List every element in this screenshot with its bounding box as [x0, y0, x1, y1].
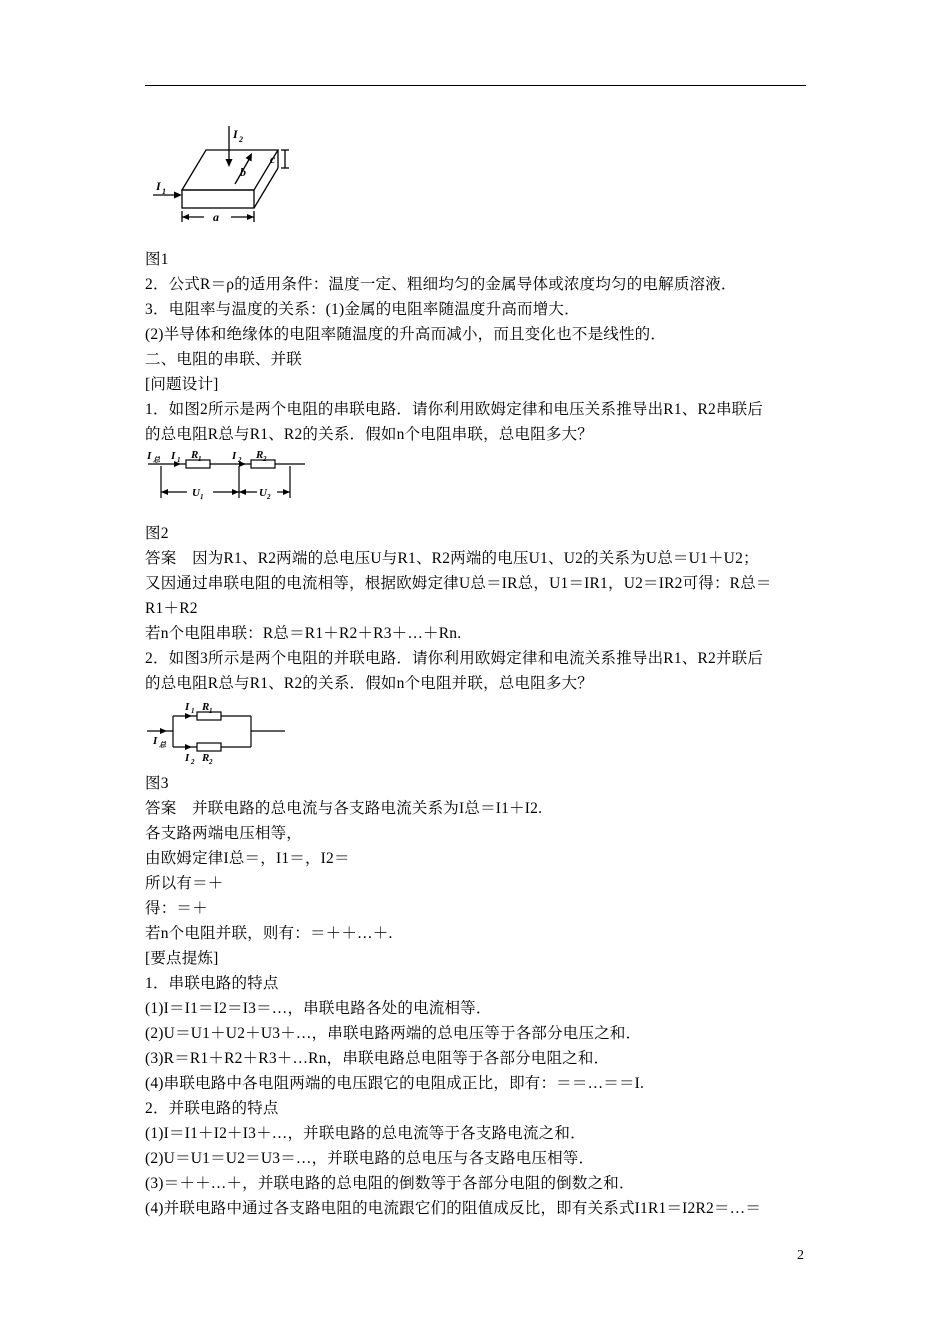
- fig1-label-i1-sub: 1: [162, 187, 166, 196]
- text-line: (1)I＝I1＝I2＝I3＝…，串联电路各处的电流相等．: [145, 1000, 492, 1017]
- text-line: 2．并联电路的特点: [145, 1100, 279, 1117]
- fig3-label-i-total: I: [153, 735, 158, 747]
- text-line: 又因通过串联电阻的电流相等，根据欧姆定律U总＝IR总，U1＝IR1，U2＝IR2可得：R总＝: [145, 575, 772, 592]
- fig2-label-i1: I: [171, 450, 176, 462]
- fig2-label-u2-sub: 2: [267, 493, 271, 501]
- text-line: 1．串联电路的特点: [145, 975, 279, 992]
- fig1-label-i2-sub: 2: [239, 135, 243, 144]
- fig2-label-u1-sub: 1: [200, 493, 204, 501]
- caption-figure-2: 图2: [145, 525, 169, 542]
- fig2-label-r1-sub: 1: [198, 455, 202, 463]
- text-line: 各支路两端电压相等，: [145, 825, 303, 842]
- fig2-label-r2-sub: 2: [263, 455, 267, 463]
- text-line: R1＋R2: [145, 600, 198, 617]
- text-line: 答案 并联电路的总电流与各支路电流关系为I总＝I1＋I2.: [145, 800, 543, 817]
- fig2-label-u1: U: [192, 487, 200, 499]
- text-line: (1)I＝I1＋I2＋I3＋…，并联电路的总电流等于各支路电流之和．: [145, 1125, 586, 1142]
- text-line: (2)半导体和绝缘体的电阻率随温度的升高而减小，而且变化也不是线性的．: [145, 326, 667, 343]
- fig3-label-i2-sub: 2: [191, 758, 195, 766]
- text-line: 2．如图3所示是两个电阻的并联电路．请你利用欧姆定律和电流关系推导出R1、R2并联后: [145, 650, 764, 667]
- fig3-label-r2-sub: 2: [209, 758, 213, 766]
- figure-1-block-diagram: [145, 118, 295, 230]
- figure-2-series-circuit: [145, 446, 310, 502]
- fig3-label-i1: I: [185, 701, 190, 713]
- fig2-label-r1: R: [191, 449, 199, 461]
- text-line: 1．如图2所示是两个电阻的串联电路．请你利用欧姆定律和电压关系推导出R1、R2串联后: [145, 401, 764, 418]
- text-line: (2)U＝U1＝U2＝U3＝…，并联电路的总电压与各支路电压相等．: [145, 1150, 595, 1167]
- text-line: 答案 因为R1、R2两端的总电压U与R1、R2两端的电压U1、U2的关系为U总＝U1＋U2；: [145, 550, 759, 567]
- fig2-label-u2: U: [259, 487, 267, 499]
- fig2-label-r2: R: [256, 449, 264, 461]
- section-subheading: [要点提炼]: [145, 950, 219, 967]
- fig3-label-i-total-sub: 总: [159, 741, 166, 749]
- text-line: (2)U＝U1＋U2＋U3＋…，串联电路两端的总电压等于各部分电压之和．: [145, 1025, 642, 1042]
- fig1-label-i1: I: [156, 179, 161, 193]
- header-rule: [145, 85, 806, 86]
- text-line: 若n个电阻并联，则有：＝＋＋…＋.: [145, 925, 393, 942]
- fig3-label-r1: R: [202, 701, 210, 713]
- fig1-label-i2: I: [233, 127, 238, 141]
- section-subheading: [问题设计]: [145, 376, 219, 393]
- fig3-label-r2: R: [202, 752, 210, 764]
- caption-figure-3: 图3: [145, 775, 169, 792]
- text-line: 由欧姆定律I总＝，I1＝，I2＝: [145, 850, 350, 867]
- fig2-label-i1-sub: 1: [177, 456, 181, 464]
- text-line: 的总电阻R总与R1、R2的关系．假如n个电阻串联，总电阻多大？: [145, 426, 593, 443]
- text-line: 3．电阻率与温度的关系：(1)金属的电阻率随温度升高而增大．: [145, 301, 580, 318]
- text-line: (4)并联电路中通过各支路电阻的电流跟它们的阻值成反比，即有关系式I1R1＝I2R2＝…＝: [145, 1200, 762, 1217]
- text-line: (3)＝＋＋…＋，并联电路的总电阻的倒数等于各部分电阻的倒数之和．: [145, 1175, 635, 1192]
- text-line: 2．公式R＝ρ的适用条件：温度一定、粗细均匀的金属导体或浓度均匀的电解质溶液．: [145, 276, 737, 293]
- caption-figure-1: 图1: [145, 251, 169, 268]
- fig1-label-a: a: [213, 210, 219, 224]
- fig2-label-i-total-sub: 总: [153, 456, 160, 464]
- figure-3-parallel-circuit: [145, 698, 290, 766]
- fig2-label-i-total: I: [147, 450, 152, 462]
- text-line: 若n个电阻串联：R总＝R1＋R2＋R3＋…＋Rn.: [145, 625, 462, 642]
- text-line: (3)R＝R1＋R2＋R3＋…Rn，串联电路总电阻等于各部分电阻之和．: [145, 1050, 610, 1067]
- fig2-label-i2-sub: 2: [238, 456, 242, 464]
- fig1-label-b: b: [240, 165, 246, 179]
- text-line: 得：＝＋: [145, 900, 208, 917]
- fig3-label-r1-sub: 1: [209, 707, 213, 715]
- fig3-label-i2: I: [185, 752, 190, 764]
- fig3-label-i1-sub: 1: [191, 707, 195, 715]
- fig2-label-i2: I: [232, 450, 237, 462]
- section-heading: 二、电阻的串联、并联: [145, 351, 303, 368]
- page-number: 2: [797, 1248, 804, 1263]
- fig1-label-c: c: [270, 152, 276, 166]
- text-line: 的总电阻R总与R1、R2的关系．假如n个电阻并联，总电阻多大？: [145, 675, 593, 692]
- text-line: 所以有＝＋: [145, 875, 224, 892]
- text-line: (4)串联电路中各电阻两端的电压跟它的电阻成正比，即有：＝＝…＝＝I.: [145, 1075, 645, 1092]
